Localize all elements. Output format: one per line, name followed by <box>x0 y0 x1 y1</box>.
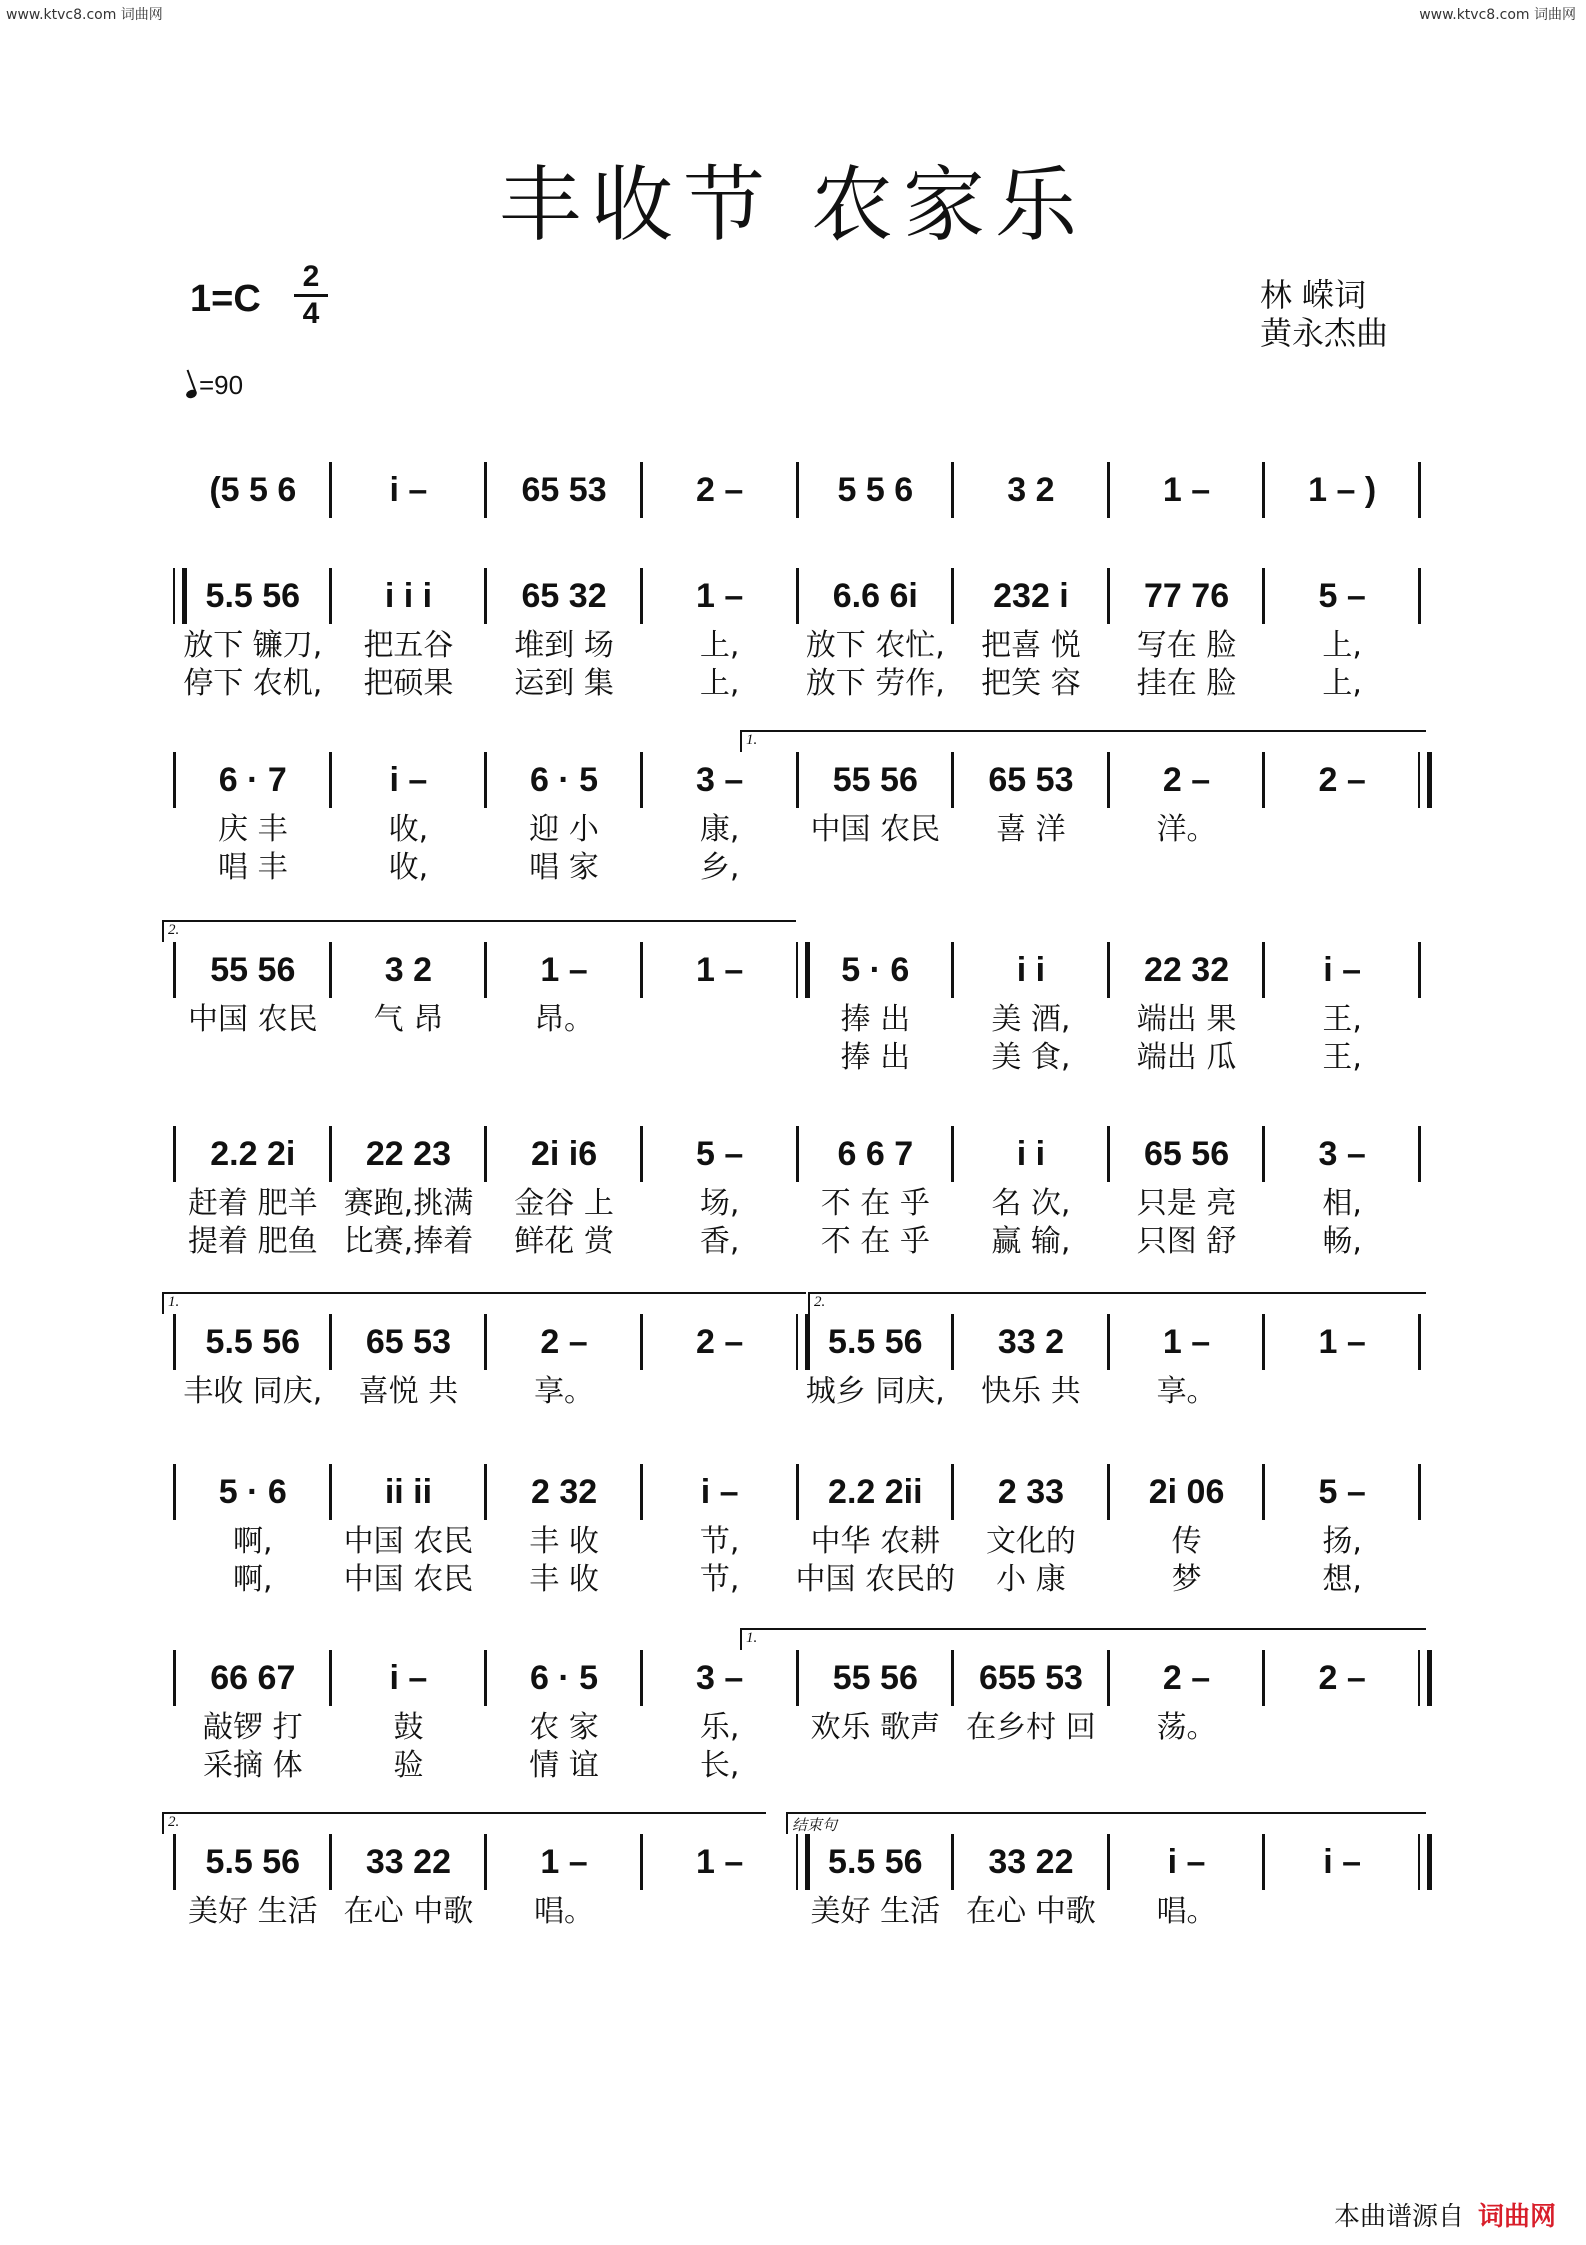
lyric-1: 唱。 <box>1156 1894 1217 1929</box>
measure-notes: 33 2 <box>997 1323 1065 1361</box>
volta-bracket: 2. <box>162 1812 766 1834</box>
measure-notes: i – <box>700 1473 739 1511</box>
measure-notes: i – <box>389 761 428 799</box>
lyric-2: 停下 农机, <box>183 666 323 701</box>
measure-notes: i – <box>1323 1843 1362 1881</box>
composer-credit: 黄永杰曲 <box>1260 314 1389 352</box>
barline <box>640 462 643 518</box>
barline <box>1418 752 1432 808</box>
lyric-2: 端出 瓜 <box>1136 1040 1237 1075</box>
measure-notes: 5.5 56 <box>828 1323 923 1361</box>
lyric-2: 中国 农民 <box>343 1562 474 1597</box>
volta-bracket: 1. <box>740 730 1426 752</box>
measure-notes: 5 – <box>1318 577 1366 615</box>
footer-brand: 词曲网 <box>1477 2202 1556 2232</box>
barline <box>484 1464 487 1520</box>
barline <box>1107 1126 1110 1182</box>
measure-notes: 22 32 <box>1144 951 1230 989</box>
measure-notes: 1 – <box>1162 1323 1211 1361</box>
barline <box>1262 1650 1265 1706</box>
measure-notes: 2 – <box>696 1323 744 1361</box>
barline <box>951 1464 954 1520</box>
barline <box>484 1314 487 1370</box>
lyric-2: 小 康 <box>996 1562 1066 1597</box>
notes-row <box>0 750 1586 810</box>
barline <box>1107 1314 1110 1370</box>
lyric-2: 把笑 容 <box>981 666 1081 701</box>
barline <box>173 1834 176 1890</box>
measure-notes: 2 – <box>1318 1659 1366 1697</box>
lyric-1: 放下 镰刀, <box>183 628 323 663</box>
barline <box>173 1126 176 1182</box>
barline <box>1418 1650 1432 1706</box>
measure-notes: 65 53 <box>521 471 607 509</box>
lyric-2: 赢 输, <box>991 1224 1071 1259</box>
measure-notes: 1 – <box>1162 471 1211 509</box>
barline <box>1418 1126 1421 1182</box>
barline <box>1262 1126 1265 1182</box>
barline <box>1262 462 1265 518</box>
measure-notes: 3 2 <box>384 951 433 989</box>
barline <box>796 462 799 518</box>
notes-row <box>0 1648 1586 1708</box>
barline <box>329 752 332 808</box>
lyric-2: 鲜花 赏 <box>514 1224 614 1259</box>
lyric-2: 不 在 乎 <box>820 1224 930 1259</box>
barline <box>951 1834 954 1890</box>
lyric-2: 梦 <box>1171 1562 1202 1597</box>
measure-notes: 3 2 <box>1007 471 1055 509</box>
lyric-2: 把硕果 <box>363 666 454 701</box>
lyric-2: 收, <box>388 850 429 885</box>
measure-notes: 2.2 2ii <box>828 1473 923 1511</box>
lyric-2: 节, <box>699 1562 740 1597</box>
measure-notes: i – <box>389 471 428 509</box>
barline <box>484 942 487 998</box>
barline <box>951 1314 954 1370</box>
measure-notes: 2 32 <box>530 1473 598 1511</box>
lyric-1: 文化的 <box>985 1524 1076 1559</box>
barline <box>796 1834 810 1890</box>
lyric-1: 端出 果 <box>1136 1002 1237 1037</box>
barline <box>484 1650 487 1706</box>
measure-notes: 65 53 <box>365 1323 451 1361</box>
lyric-1: 场, <box>699 1186 740 1221</box>
lyric-1: 康, <box>699 812 740 847</box>
key-signature: 1=C <box>190 278 261 320</box>
measure-notes: 655 53 <box>978 1659 1083 1697</box>
lyric-1: 把五谷 <box>363 628 454 663</box>
barline <box>484 1126 487 1182</box>
lyric-2: 王, <box>1322 1040 1362 1075</box>
lyric-1: 中国 农民 <box>343 1524 474 1559</box>
barline <box>329 1464 332 1520</box>
lyric-2: 丰 收 <box>529 1562 599 1597</box>
measure-notes: 5 – <box>1318 1473 1366 1511</box>
notes-row <box>0 940 1586 1000</box>
lyric-1: 喜悦 共 <box>358 1374 459 1409</box>
lyric-1: 相, <box>1322 1186 1362 1221</box>
site-watermark-left: www.ktvc8.com 词曲网 <box>6 7 163 23</box>
measure-notes: 2 33 <box>997 1473 1065 1511</box>
lyric-2: 香, <box>699 1224 740 1259</box>
barline <box>484 752 487 808</box>
measure-notes: 66 67 <box>210 1659 296 1697</box>
lyric-2: 啊, <box>233 1562 273 1597</box>
barline <box>951 752 954 808</box>
measure-notes: 65 53 <box>988 761 1074 799</box>
lyric-2: 畅, <box>1322 1224 1362 1259</box>
notes-row <box>0 460 1586 520</box>
measure-notes: 5 – <box>696 1135 744 1173</box>
notes-row <box>0 1312 1586 1372</box>
lyric-1: 庆 丰 <box>218 812 288 847</box>
barline <box>329 568 332 624</box>
site-watermark-right: www.ktvc8.com 词曲网 <box>1419 7 1576 23</box>
barline <box>1107 1650 1110 1706</box>
measure-notes: 33 22 <box>988 1843 1074 1881</box>
measure-notes: 2.2 2i <box>210 1135 296 1173</box>
lyric-2: 唱 家 <box>529 850 599 885</box>
lyric-1: 在心 中歌 <box>343 1894 474 1929</box>
measure-notes: 3 – <box>1318 1135 1366 1173</box>
barline <box>796 942 810 998</box>
barline <box>329 1650 332 1706</box>
barline <box>1418 942 1421 998</box>
measure-notes: 55 56 <box>210 951 296 989</box>
measure-notes: 6.6 6i <box>832 577 918 615</box>
footer-source: 本曲谱源自 <box>1333 2202 1464 2232</box>
lyric-1: 王, <box>1322 1002 1362 1037</box>
barline <box>1262 568 1265 624</box>
lyric-1: 鼓 <box>393 1710 424 1745</box>
measure-notes: 6 6 7 <box>837 1135 914 1173</box>
barline <box>173 1464 176 1520</box>
measure-notes: 2i 06 <box>1148 1473 1225 1511</box>
barline <box>1107 568 1110 624</box>
barline <box>1262 1834 1265 1890</box>
time-signature-bottom: 4 <box>302 297 320 330</box>
lyric-1: 洋。 <box>1156 812 1217 847</box>
lyric-2: 唱 丰 <box>218 850 288 885</box>
volta-bracket: 2. <box>808 1292 1426 1314</box>
measure-notes: 2 – <box>1318 761 1366 799</box>
lyric-1: 荡。 <box>1156 1710 1217 1745</box>
barline <box>329 942 332 998</box>
measure-notes: 5.5 56 <box>205 1843 301 1881</box>
lyric-1: 收, <box>388 812 429 847</box>
lyric-1: 节, <box>699 1524 740 1559</box>
measure-notes: 1 – <box>696 1843 744 1881</box>
measure-notes: (5 5 6 <box>209 471 297 509</box>
barline <box>1107 462 1110 518</box>
lyric-1: 昂。 <box>534 1002 595 1037</box>
barline <box>173 568 187 624</box>
barline <box>484 462 487 518</box>
lyric-1: 农 家 <box>529 1710 599 1745</box>
barline <box>1418 568 1421 624</box>
barline <box>951 462 954 518</box>
barline <box>951 942 954 998</box>
lyric-1: 中国 农民 <box>188 1002 318 1037</box>
lyric-2: 挂在 脸 <box>1136 666 1237 701</box>
measure-notes: 2 – <box>696 471 744 509</box>
measure-notes: 6 · 7 <box>218 761 287 799</box>
lyric-2: 上, <box>699 666 740 701</box>
lyric-1: 享。 <box>1156 1374 1217 1409</box>
lyric-1: 捧 出 <box>840 1002 911 1037</box>
barline <box>173 1314 176 1370</box>
barline <box>951 1126 954 1182</box>
lyric-2: 乡, <box>699 850 740 885</box>
measure-notes: 3 – <box>696 1659 744 1697</box>
lyric-1: 在乡村 回 <box>966 1710 1096 1745</box>
lyric-2: 情 谊 <box>529 1748 599 1783</box>
barline <box>796 1464 799 1520</box>
barline <box>329 462 332 518</box>
credits <box>1260 276 1388 352</box>
measure-notes: i – <box>1323 951 1362 989</box>
lyric-1: 喜 洋 <box>996 812 1066 847</box>
measure-notes: 5 · 6 <box>841 951 910 989</box>
lyric-1: 气 昂 <box>373 1002 444 1037</box>
time-signature <box>294 262 328 329</box>
volta-bracket: 2. <box>162 920 796 942</box>
measure-notes: 5 5 6 <box>837 471 914 509</box>
lyric-2: 上, <box>1322 666 1362 701</box>
lyric-1: 在心 中歌 <box>966 1894 1096 1929</box>
lyric-1: 丰 收 <box>529 1524 599 1559</box>
measure-notes: i i <box>1016 951 1046 989</box>
measure-notes: 2 – <box>540 1323 588 1361</box>
measure-notes: 1 – ) <box>1308 471 1377 509</box>
lyric-1: 上, <box>1322 628 1362 663</box>
lyric-1: 传 <box>1171 1524 1202 1559</box>
measure-notes: i – <box>1167 1843 1206 1881</box>
barline <box>796 1314 810 1370</box>
barline <box>1418 1834 1432 1890</box>
measure-notes: 5.5 56 <box>205 1323 301 1361</box>
measure-notes: 65 56 <box>1144 1135 1230 1173</box>
lyric-1: 乐, <box>699 1710 740 1745</box>
lyric-1: 不 在 乎 <box>820 1186 930 1221</box>
lyric-1: 扬, <box>1322 1524 1362 1559</box>
barline <box>796 752 799 808</box>
lyric-2: 运到 集 <box>514 666 614 701</box>
barline <box>1107 1834 1110 1890</box>
footer <box>1334 2196 1556 2233</box>
notes-row <box>0 1462 1586 1522</box>
barline <box>951 568 954 624</box>
lyric-1: 迎 小 <box>529 812 599 847</box>
lyric-1: 快乐 共 <box>981 1374 1081 1409</box>
measure-notes: 22 23 <box>365 1135 451 1173</box>
barline <box>640 1314 643 1370</box>
time-signature-top: 2 <box>302 260 320 293</box>
barline <box>640 752 643 808</box>
measure-notes: 55 56 <box>832 761 918 799</box>
barline <box>173 942 176 998</box>
barline <box>796 1126 799 1182</box>
lyric-1: 唱。 <box>534 1894 595 1929</box>
barline <box>640 1834 643 1890</box>
barline <box>1418 1464 1421 1520</box>
measure-notes: 2 – <box>1162 1659 1211 1697</box>
volta-bracket: 结束句 <box>786 1812 1426 1834</box>
measure-notes: 1 – <box>696 577 744 615</box>
lyric-1: 美好 生活 <box>810 1894 941 1929</box>
measure-notes: 6 · 5 <box>530 1659 599 1697</box>
lyric-1: 名 次, <box>991 1186 1071 1221</box>
lyric-1: 欢乐 歌声 <box>810 1710 941 1745</box>
lyric-1: 赛跑,挑满 <box>343 1186 474 1221</box>
barline <box>640 1464 643 1520</box>
lyric-1: 享。 <box>534 1374 595 1409</box>
lyric-1: 只是 亮 <box>1136 1186 1237 1221</box>
lyric-1: 丰收 同庆, <box>183 1374 323 1409</box>
lyric-1: 金谷 上 <box>514 1186 614 1221</box>
notes-row <box>0 1832 1586 1892</box>
barline <box>173 752 176 808</box>
measure-notes: 5.5 56 <box>828 1843 923 1881</box>
lyric-2: 比赛,捧着 <box>343 1224 474 1259</box>
barline <box>329 1126 332 1182</box>
lyric-2: 提着 肥鱼 <box>188 1224 318 1259</box>
measure-notes: 5.5 56 <box>205 577 301 615</box>
barline <box>1262 942 1265 998</box>
measure-notes: 65 32 <box>521 577 607 615</box>
lyric-1: 上, <box>699 628 740 663</box>
measure-notes: 2i i6 <box>530 1135 598 1173</box>
lyric-1: 敲锣 打 <box>203 1710 303 1745</box>
quarter-note-icon <box>185 388 198 399</box>
measure-notes: 6 · 5 <box>530 761 599 799</box>
barline <box>1107 942 1110 998</box>
lyric-2: 验 <box>393 1748 424 1783</box>
barline <box>796 1650 799 1706</box>
song-title: 丰收节 农家乐 <box>498 158 1088 253</box>
measure-notes: 55 56 <box>832 1659 918 1697</box>
barline <box>640 1650 643 1706</box>
lyric-1: 放下 农忙, <box>805 628 945 663</box>
measure-notes: 3 – <box>696 761 744 799</box>
barline <box>640 1126 643 1182</box>
lyric-1: 美好 生活 <box>188 1894 318 1929</box>
measure-notes: 77 76 <box>1144 577 1230 615</box>
volta-bracket: 1. <box>162 1292 806 1314</box>
measure-notes: 2 – <box>1162 761 1211 799</box>
tempo-marking <box>186 370 243 401</box>
lyric-1: 堆到 场 <box>514 628 614 663</box>
lyric-2: 放下 劳作, <box>805 666 945 701</box>
volta-bracket: 1. <box>740 1628 1426 1650</box>
measure-notes: i i i <box>384 577 433 615</box>
measure-notes: ii ii <box>384 1473 433 1511</box>
measure-notes: 232 i <box>993 577 1069 615</box>
measure-notes: 1 – <box>696 951 744 989</box>
lyric-2: 美 食, <box>991 1040 1071 1075</box>
measure-notes: 33 22 <box>365 1843 451 1881</box>
barline <box>640 942 643 998</box>
barline <box>640 568 643 624</box>
lyric-1: 啊, <box>233 1524 273 1559</box>
barline <box>329 1834 332 1890</box>
measure-notes: 1 – <box>1318 1323 1366 1361</box>
barline <box>329 1314 332 1370</box>
lyric-2: 只图 舒 <box>1136 1224 1237 1259</box>
measure-notes: i i <box>1016 1135 1046 1173</box>
lyric-2: 长, <box>699 1748 740 1783</box>
lyricist-credit: 林 嵘词 <box>1260 276 1367 314</box>
barline <box>1107 752 1110 808</box>
lyric-1: 赶着 肥羊 <box>188 1186 318 1221</box>
tempo-value: =90 <box>199 370 244 400</box>
notes-row <box>0 566 1586 626</box>
barline <box>796 568 799 624</box>
measure-notes: 1 – <box>540 1843 588 1881</box>
barline <box>1107 1464 1110 1520</box>
lyric-1: 写在 脸 <box>1136 628 1237 663</box>
barline <box>1418 462 1421 518</box>
lyric-1: 城乡 同庆, <box>805 1374 945 1409</box>
measure-notes: i – <box>389 1659 428 1697</box>
measure-notes: 1 – <box>540 951 588 989</box>
lyric-2: 想, <box>1322 1562 1362 1597</box>
barline <box>484 568 487 624</box>
notes-row <box>0 1124 1586 1184</box>
lyric-1: 中华 农耕 <box>810 1524 941 1559</box>
barline <box>1262 1464 1265 1520</box>
barline <box>951 1650 954 1706</box>
lyric-2: 采摘 体 <box>203 1748 303 1783</box>
barline <box>1262 752 1265 808</box>
barline <box>173 1650 176 1706</box>
lyric-1: 美 酒, <box>991 1002 1071 1037</box>
barline <box>484 1834 487 1890</box>
lyric-1: 把喜 悦 <box>981 628 1081 663</box>
measure-notes: 5 · 6 <box>218 1473 287 1511</box>
lyric-2: 捧 出 <box>840 1040 911 1075</box>
lyric-1: 中国 农民 <box>810 812 941 847</box>
lyric-2: 中国 农民的 <box>795 1562 956 1597</box>
barline <box>1262 1314 1265 1370</box>
barline <box>1418 1314 1421 1370</box>
